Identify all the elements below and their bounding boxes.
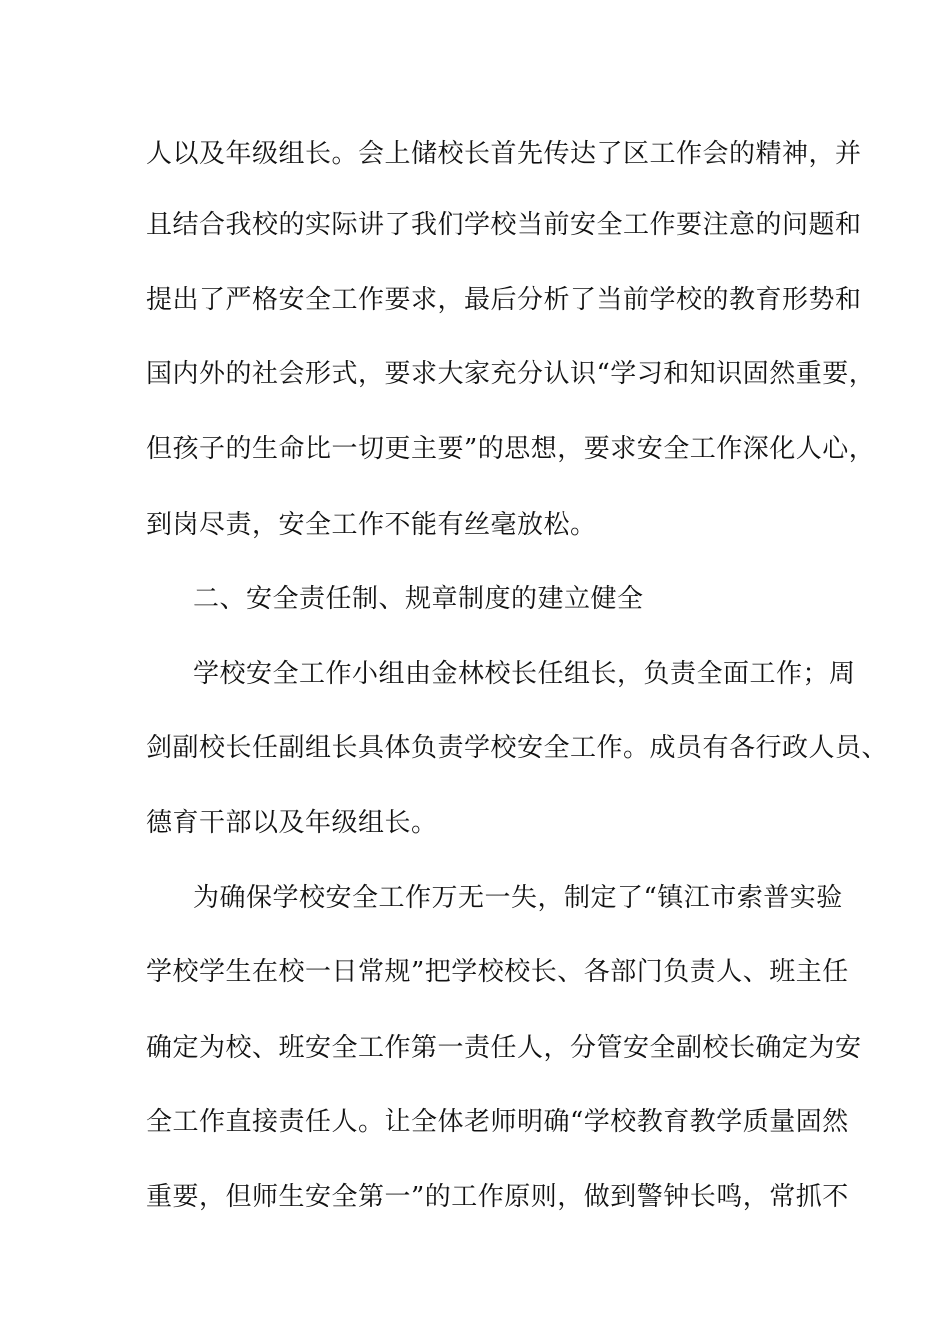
text-line-10: 德育干部以及年级组长。 [146,808,438,838]
section-heading: 二、安全责任制、规章制度的建立健全 [193,584,644,614]
text-line-6: 到岗尽责，安全工作不能有丝毫放松。 [146,510,597,540]
text-line-13: 确定为校、班安全工作第一责任人，分管安全副校长确定为安 [146,1033,862,1063]
text-line-3: 提出了严格安全工作要求，最后分析了当前学校的教育形势和 [146,285,862,315]
text-line-5: 但孩子的生命比一切更主要”的思想，要求安全工作深化人心， [146,434,876,464]
text-line-12: 学校学生在校一日常规”把学校校长、各部门负责人、班主任 [146,957,849,987]
text-line-14: 全工作直接责任人。让全体老师明确“学校教育教学质量固然 [146,1107,849,1137]
text-line-8: 学校安全工作小组由金林校长任组长，负责全面工作；周 [193,659,856,689]
text-line-11: 为确保学校安全工作万无一失，制定了“镇江市索普实验 [193,883,843,913]
text-line-1: 人以及年级组长。会上储校长首先传达了区工作会的精神，并 [146,139,862,169]
text-line-15: 重要，但师生安全第一”的工作原则，做到警钟长鸣，常抓不 [146,1182,849,1212]
text-line-9: 剑副校长任副组长具体负责学校安全工作。成员有各行政人员、 [146,733,889,763]
text-line-2: 且结合我校的实际讲了我们学校当前安全工作要注意的问题和 [146,210,862,240]
text-line-4: 国内外的社会形式，要求大家充分认识“学习和知识固然重要， [146,359,876,389]
